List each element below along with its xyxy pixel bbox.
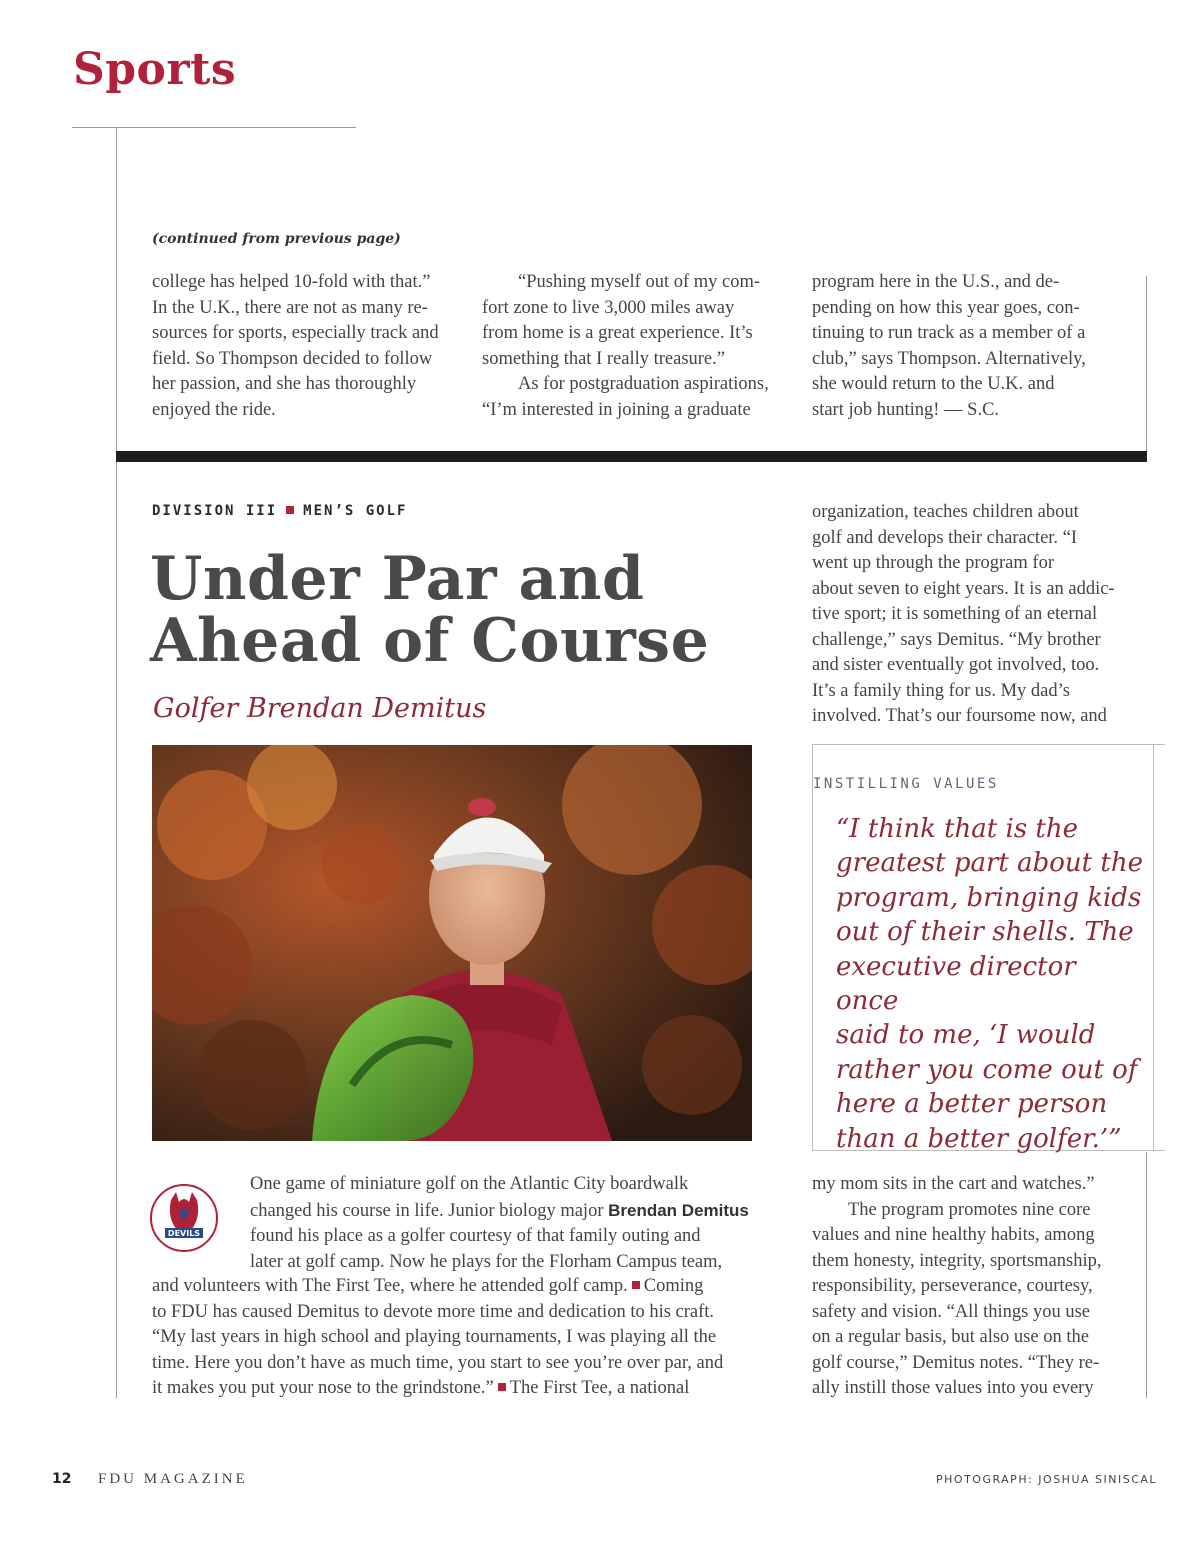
text-line: ally instill those values into you every [812, 1378, 1094, 1398]
text-line: she would return to the U.K. and [812, 374, 1055, 394]
text-span: changed his course in life. Junior biology major [250, 1200, 609, 1221]
prev-story-col-3 [812, 270, 1132, 423]
section-title: Sports [73, 44, 237, 95]
text-line: It’s a family thing for us. My dad’s [812, 680, 1070, 701]
square-bullet-icon [286, 506, 294, 514]
text-line: golf and develops their character. “I [812, 527, 1078, 548]
quote-line: “I think that is the [836, 814, 1079, 844]
subject-name: Brendan Demitus [608, 1200, 749, 1220]
header-rule [72, 127, 356, 128]
text-line: tive sport; it is something of an eternal [812, 604, 1098, 624]
square-bullet-icon [632, 1281, 640, 1289]
quote-line: than a better golfer.’” [836, 1123, 1122, 1154]
text-line: values and nine healthy habits, among [812, 1225, 1095, 1245]
text-line: later at golf camp. Now he plays for the Florham Campus team, [250, 1251, 723, 1272]
text-line: found his place as a golfer courtesy of that family outing and [250, 1226, 701, 1246]
text-line: “Pushing myself out of my com- [518, 272, 761, 292]
text-line: “I’m interested in joining a graduate [482, 399, 751, 420]
text-line: “My last years in high school and playing tournaments, I was playing all the [152, 1327, 717, 1347]
headline-line-2: Ahead of Course [150, 606, 710, 676]
headline [150, 544, 710, 676]
right-column-bottom [812, 1172, 1142, 1402]
quote-line: executive director once [836, 951, 1076, 1017]
text-line: enjoyed the ride. [152, 399, 276, 420]
text-line: went up through the program for [812, 553, 1054, 573]
text-line: pending on how this year goes, con- [812, 297, 1080, 318]
text-line: time. Here you don’t have as much time, you start to see you’re over par, and [152, 1352, 724, 1373]
magazine-name: FDU MAGAZINE [98, 1471, 248, 1487]
quote-line: out of their shells. The [836, 917, 1134, 948]
quote-line: said to me, ‘I would [836, 1020, 1096, 1051]
text-span: Coming [643, 1276, 704, 1296]
text-line: on a regular basis, but also use on the [812, 1327, 1089, 1347]
pullquote-text [836, 812, 1146, 1156]
text-line: safety and vision. “All things you use [812, 1301, 1090, 1322]
body-main [152, 1274, 762, 1402]
headline-line-1: Under Par and [150, 544, 645, 614]
text-line: The program promotes nine core [848, 1199, 1091, 1220]
pullquote-label: INSTILLING VALUES [813, 776, 999, 792]
page-number: 12 [52, 1471, 72, 1487]
text-line: from home is a great experience. It’s [482, 323, 753, 343]
text-line: As for postgraduation aspirations, [518, 374, 769, 394]
text-line: them honesty, integrity, sportsmanship, [812, 1250, 1102, 1271]
text-span: it makes you put your nose to the grindstone.” [152, 1378, 494, 1398]
quote-line: program, bringing kids [836, 882, 1142, 913]
text-line: challenge,” says Demitus. “My brother [812, 629, 1101, 650]
text-line: One game of miniature golf on the Atlantic City boardwalk [250, 1174, 689, 1194]
kicker-division: DIVISION III [152, 503, 278, 519]
text-line: sources for sports, especially track and [152, 323, 439, 343]
prev-story-col-2 [482, 270, 792, 423]
devils-logo-icon [149, 1178, 219, 1258]
photo-credit: PHOTOGRAPH: JOSHUA SINISCAL [936, 1473, 1158, 1486]
dek: Golfer Brendan Demitus [153, 693, 487, 724]
text-line: to FDU has caused Demitus to devote more time and dedication to his craft. [152, 1301, 715, 1322]
story-divider [116, 451, 1147, 462]
text-line: responsibility, perseverance, courtesy, [812, 1276, 1093, 1296]
text-line: tinuing to run track as a member of a [812, 323, 1086, 343]
right-column-top [812, 500, 1142, 730]
text-line: college has helped 10-fold with that.” [152, 272, 431, 292]
text-line: start job hunting! — S.C. [812, 399, 1000, 420]
right-column-rule-top [1146, 276, 1147, 452]
quote-line: here a better person [836, 1089, 1108, 1120]
kicker-sport: MEN’S GOLF [303, 503, 408, 519]
text-line: program here in the U.S., and de- [812, 272, 1060, 292]
text-line: my mom sits in the cart and watches.” [812, 1174, 1095, 1194]
devils-logo [149, 1178, 219, 1258]
golfer-photo [152, 745, 752, 1141]
text-line: and sister eventually got involved, too. [812, 655, 1100, 675]
text-line: club,” says Thompson. Alternatively, [812, 348, 1086, 369]
quote-line: greatest part about the [836, 848, 1143, 879]
right-column-rule-bottom [1146, 1152, 1147, 1398]
text-line: her passion, and she has thoroughly [152, 374, 417, 394]
text-line: field. So Thompson decided to follow [152, 348, 433, 369]
golfer-photo-illustration [152, 745, 752, 1141]
continued-note: (continued from previous page) [152, 231, 401, 247]
text-line: about seven to eight years. It is an addic- [812, 578, 1115, 599]
text-line: fort zone to live 3,000 miles away [482, 297, 735, 318]
square-bullet-icon [498, 1383, 506, 1391]
text-line: In the U.K., there are not as many re- [152, 297, 428, 318]
left-column-rule [116, 128, 117, 1398]
quote-line: rather you come out of [836, 1054, 1138, 1085]
text-line: involved. That’s our foursome now, and [812, 706, 1107, 726]
prev-story-col-1 [152, 270, 462, 423]
story-kicker [152, 503, 407, 519]
text-line: golf course,” Demitus notes. “They re- [812, 1352, 1100, 1373]
logo-text: DEVILS [167, 1229, 201, 1238]
body-main-indented [250, 1172, 760, 1275]
text-span: and volunteers with The First Tee, where he attended golf camp. [152, 1276, 628, 1296]
text-line: something that I really treasure.” [482, 348, 725, 369]
text-span: The First Tee, a national [509, 1378, 690, 1398]
text-line: organization, teaches children about [812, 502, 1079, 522]
